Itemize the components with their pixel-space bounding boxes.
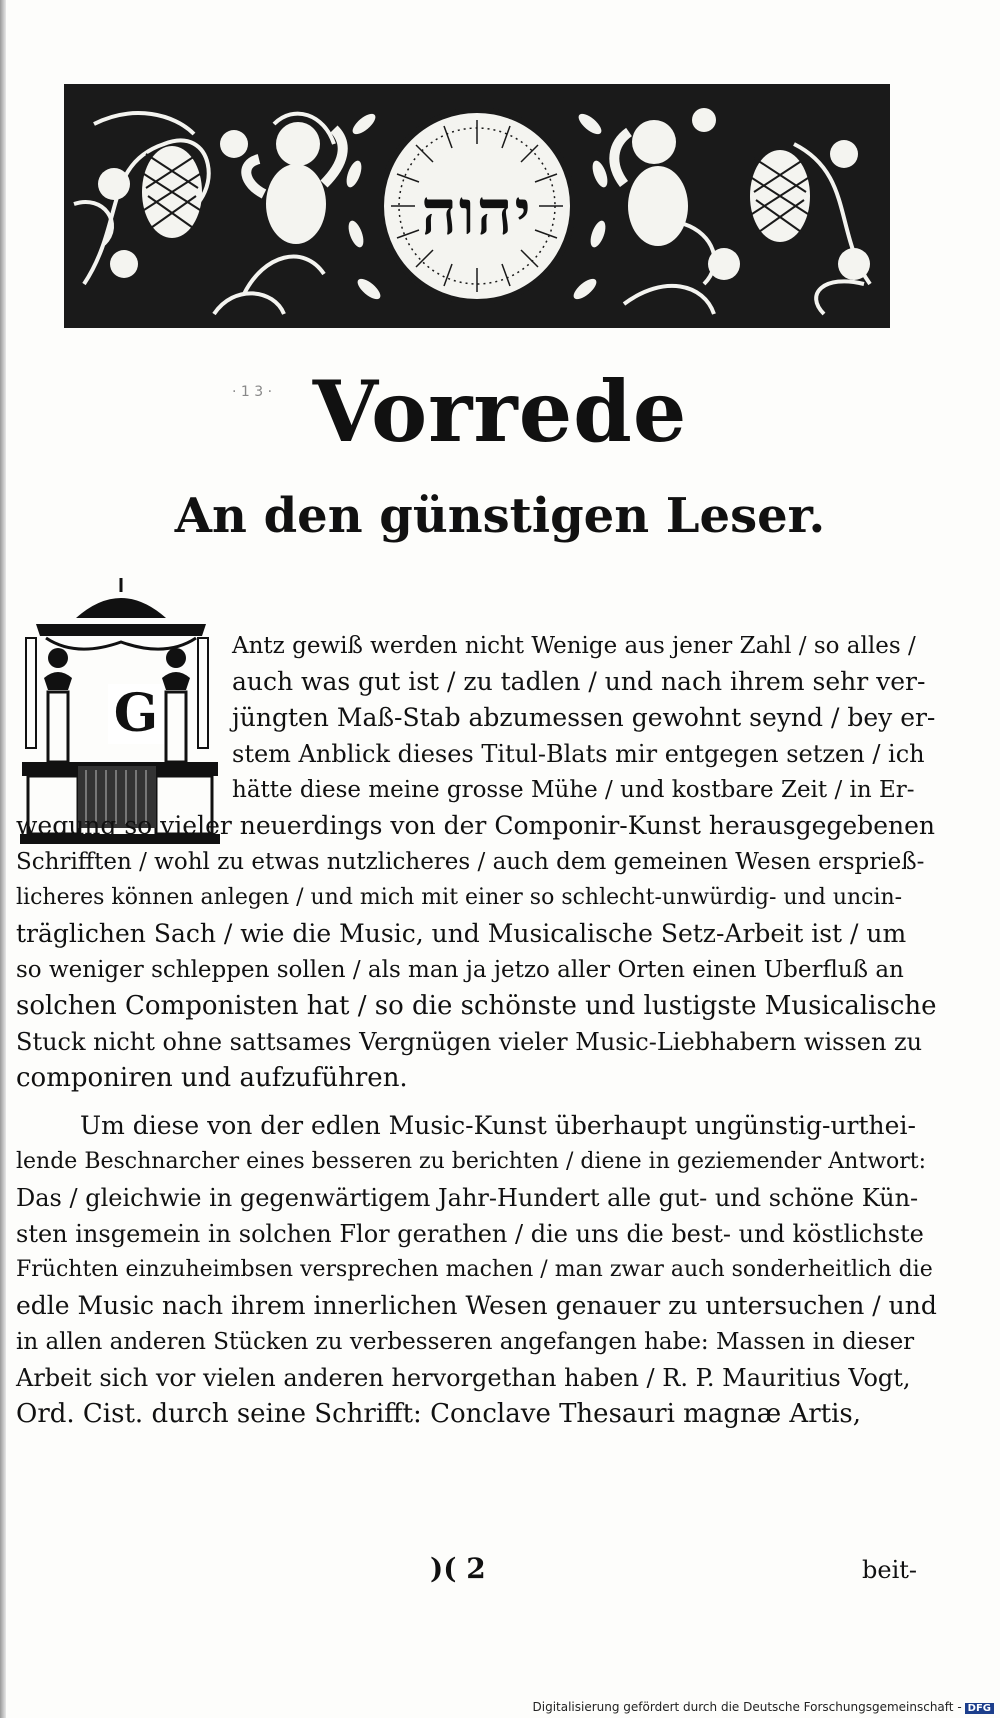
text-line: Stuck nicht ohne sattsames Vergnügen vieler Music-Liebhabern wissen zu bbox=[16, 1028, 923, 1056]
text-line: edle Music nach ihrem innerlichen Wesen genauer zu untersuchen / und bbox=[16, 1291, 937, 1320]
page-title: Vorrede bbox=[312, 362, 688, 461]
text-line: Ord. Cist. durch seine Schrifft: Conclave Thesauri magnæ Artis, bbox=[16, 1399, 861, 1429]
text-line: hätte diese meine grosse Mühe / und kostbare Zeit / in Er- bbox=[232, 777, 915, 803]
text-line: wegung so vieler neuerdings von der Componir-Kunst herausgegebenen bbox=[16, 811, 935, 840]
text-line: Antz gewiß werden nicht Wenige aus jener Zahl / so alles / bbox=[232, 633, 916, 659]
signature-mark: )( 2 bbox=[430, 1552, 486, 1585]
text-line: träglichen Sach / wie die Music, und Musicalische Setz-Arbeit ist / um bbox=[16, 919, 907, 948]
text-line: Arbeit sich vor vielen anderen hervorgethan haben / R. P. Mauritius Vogt, bbox=[16, 1364, 911, 1392]
text-line: lende Beschnarcher eines besseren zu berichten / diene in geziemender Antwort: bbox=[16, 1149, 927, 1174]
text-line: so weniger schleppen sollen / als man ja jetzo aller Orten einen Uberfluß an bbox=[16, 957, 904, 983]
dfg-logo: DFG bbox=[965, 1703, 994, 1714]
digitization-credit bbox=[533, 1700, 995, 1714]
tetragrammaton: יהוה bbox=[421, 176, 533, 249]
initial-letter: G bbox=[108, 684, 164, 744]
text-line: auch was gut ist / zu tadlen / und nach ihrem sehr ver- bbox=[232, 667, 926, 696]
text-line: sten insgemein in solchen Flor gerathen / die uns die best- und köstlichste bbox=[16, 1220, 924, 1248]
text-line: jüngten Maß-Stab abzumessen gewohnt seynd / bey er- bbox=[232, 703, 936, 732]
credit-text: Digitalisierung gefördert durch die Deutsche Forschungsgemeinschaft - bbox=[532, 1700, 962, 1714]
text-line: solchen Componisten hat / so die schönste und lustigste Musicalische bbox=[16, 991, 937, 1021]
text-line: Früchten einzuheimbsen versprechen machen / man zwar auch sonderheitlich die bbox=[16, 1257, 933, 1282]
page-subtitle: An den günstigen Leser. bbox=[174, 488, 826, 544]
text-line: licheres können anlegen / und mich mit einer so schlecht-unwürdig- und uncin- bbox=[16, 885, 903, 910]
page-gutter-edge bbox=[0, 0, 6, 1718]
text-line: stem Anblick dieses Titul-Blats mir entgegen setzen / ich bbox=[232, 740, 925, 768]
text-line: Um diese von der edlen Music-Kunst überhaupt ungünstig-urthei- bbox=[80, 1111, 916, 1140]
text-line: componiren und aufzuführen. bbox=[16, 1063, 408, 1093]
text-line: in allen anderen Stücken zu verbesseren angefangen habe: Massen in dieser bbox=[16, 1329, 915, 1355]
catchword: beit- bbox=[862, 1556, 917, 1584]
text-line: Schrifften / wohl zu etwas nutzlicheres / auch dem gemeinen Wesen ersprieß- bbox=[16, 849, 925, 875]
headpiece-ornament bbox=[64, 84, 890, 328]
text-line: Das / gleichwie in gegenwärtigem Jahr-Hundert alle gut- und schöne Kün- bbox=[16, 1184, 919, 1212]
stray-ink-mark: · 1 3 · bbox=[232, 384, 273, 400]
